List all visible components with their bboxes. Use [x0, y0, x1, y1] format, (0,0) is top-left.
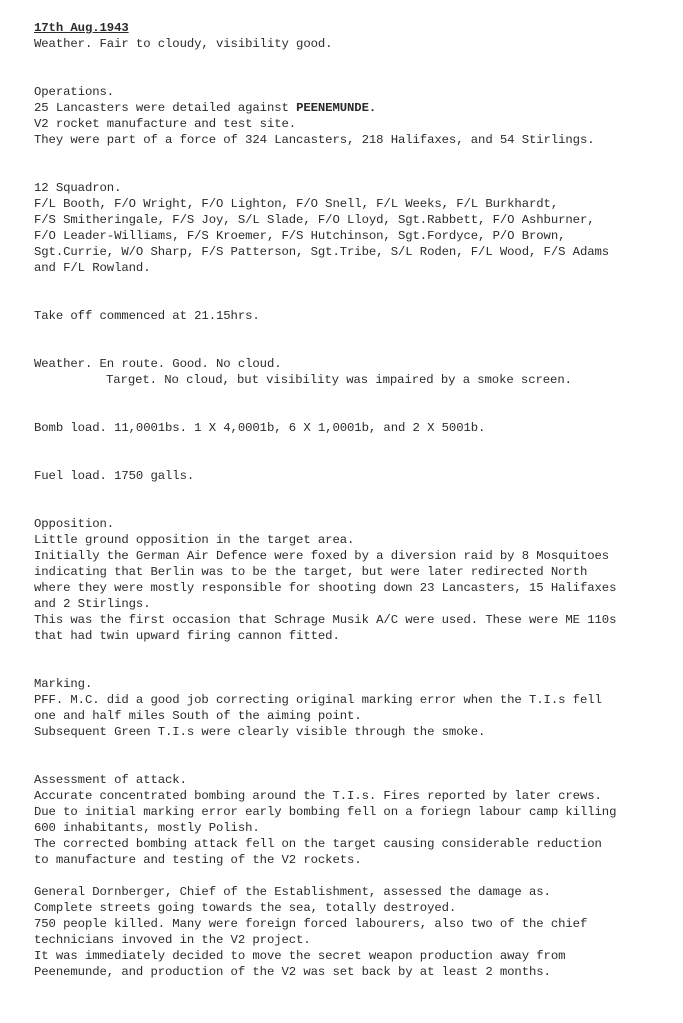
operations-target: PEENEMUNDE.: [296, 101, 377, 115]
assessment-line: Accurate concentrated bombing around the T.I.s. Fires reported by later crews.: [34, 789, 602, 803]
dornberger-section: [34, 884, 674, 980]
weather-section: [34, 356, 674, 388]
opposition-section: [34, 516, 674, 644]
operations-heading: Operations.: [34, 85, 115, 99]
operations-line-1: [34, 100, 674, 116]
weather-en-route: Weather. En route. Good. No cloud.: [34, 357, 282, 371]
bomb-load-line: Bomb load. 11,0001bs. 1 X 4,0001b, 6 X 1,0001b, and 2 X 5001b.: [34, 421, 486, 435]
weather-summary: Weather. Fair to cloudy, visibility good.: [34, 37, 333, 51]
squadron-line: F/S Smitheringale, F/S Joy, S/L Slade, F/O Lloyd, Sgt.Rabbett, F/O Ashburner,: [34, 213, 595, 227]
assessment-line: to manufacture and testing of the V2 rockets.: [34, 853, 362, 867]
marking-line: PFF. M.C. did a good job correcting original marking error when the T.I.s fell: [34, 693, 602, 707]
weather-target: Target. No cloud, but visibility was impaired by a smoke screen.: [106, 373, 572, 387]
operations-section: [34, 84, 674, 148]
document-page: [34, 20, 674, 980]
marking-line: one and half miles South of the aiming point.: [34, 709, 362, 723]
entry-date: [34, 20, 674, 36]
operations-line-1-prefix: 25 Lancasters were detailed against: [34, 101, 297, 115]
dornberger-line: It was immediately decided to move the secret weapon production away from: [34, 949, 566, 963]
dornberger-line: General Dornberger, Chief of the Establishment, assessed the damage as.: [34, 885, 551, 899]
opposition-line: This was the first occasion that Schrage Musik A/C were used. These were ME 110s: [34, 613, 617, 627]
opposition-heading: Opposition.: [34, 517, 115, 531]
marking-heading: Marking.: [34, 677, 93, 691]
dornberger-line: Peenemunde, and production of the V2 was set back by at least 2 months.: [34, 965, 551, 979]
dornberger-line: 750 people killed. Many were foreign forced labourers, also two of the chief: [34, 917, 588, 931]
opposition-line: and 2 Stirlings.: [34, 597, 151, 611]
squadron-heading: 12 Squadron.: [34, 181, 122, 195]
operations-line-3: They were part of a force of 324 Lancasters, 218 Halifaxes, and 54 Stirlings.: [34, 133, 595, 147]
squadron-line: and F/L Rowland.: [34, 261, 151, 275]
opposition-line: where they were mostly responsible for shooting down 23 Lancasters, 15 Halifaxes: [34, 581, 617, 595]
opposition-line: Little ground opposition in the target area.: [34, 533, 355, 547]
squadron-line: F/O Leader-Williams, F/S Kroemer, F/S Hutchinson, Sgt.Fordyce, P/O Brown,: [34, 229, 566, 243]
opposition-line: Initially the German Air Defence were foxed by a diversion raid by 8 Mosquitoes: [34, 549, 610, 563]
marking-section: [34, 676, 674, 740]
opposition-line: that had twin upward firing cannon fitted.: [34, 629, 340, 643]
dornberger-line: Complete streets going towards the sea, totally destroyed.: [34, 901, 457, 915]
squadron-line: Sgt.Currie, W/O Sharp, F/S Patterson, Sgt.Tribe, S/L Roden, F/L Wood, F/S Adams: [34, 245, 610, 259]
opposition-line: indicating that Berlin was to be the target, but were later redirected North: [34, 565, 588, 579]
assessment-line: 600 inhabitants, mostly Polish.: [34, 821, 260, 835]
assessment-section: [34, 772, 674, 868]
assessment-line: The corrected bombing attack fell on the target causing considerable reduction: [34, 837, 602, 851]
entry-date-text: 17th Aug.1943: [34, 21, 129, 35]
takeoff-line: Take off commenced at 21.15hrs.: [34, 309, 260, 323]
operations-line-2: V2 rocket manufacture and test site.: [34, 117, 297, 131]
dornberger-line: technicians invoved in the V2 project.: [34, 933, 311, 947]
assessment-heading: Assessment of attack.: [34, 773, 187, 787]
squadron-line: F/L Booth, F/O Wright, F/O Lighton, F/O Snell, F/L Weeks, F/L Burkhardt,: [34, 197, 559, 211]
assessment-line: Due to initial marking error early bombing fell on a foriegn labour camp killing: [34, 805, 617, 819]
squadron-section: [34, 180, 674, 276]
fuel-load-line: Fuel load. 1750 galls.: [34, 469, 195, 483]
marking-line: Subsequent Green T.I.s were clearly visible through the smoke.: [34, 725, 486, 739]
